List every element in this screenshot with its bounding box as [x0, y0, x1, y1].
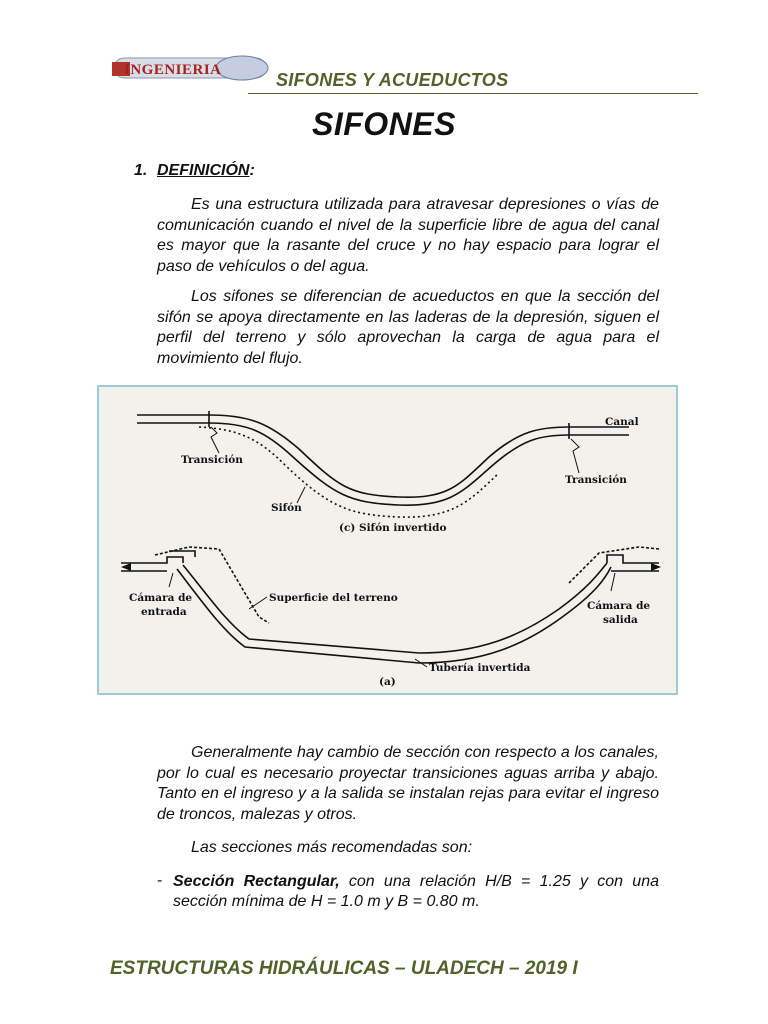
- section-number: 1.: [134, 162, 148, 179]
- bullet-rectangular-title: Sección Rectangular,: [173, 873, 340, 890]
- page-title: SIFONES: [312, 106, 456, 142]
- footer: ESTRUCTURAS HIDRÁULICAS – ULADECH – 2019 I: [110, 958, 578, 979]
- fig-label-camara-entrada-1: Cámara de: [129, 592, 193, 604]
- fig-label-canal: Canal: [605, 416, 639, 428]
- logo: [112, 52, 270, 86]
- fig-label-transicion-right: Transición: [565, 474, 627, 486]
- fig-caption-c: (c) Sifón invertido: [339, 522, 447, 534]
- fig-label-camara-entrada-2: entrada: [141, 606, 187, 618]
- paragraph-definition: Es una estructura utilizada para atravesar depresiones o vías de comunicación cuando el nivel de la superficie libre de agua del canal es mayor que la rasante del cruce y no hay espacio para lograr el paso de vehículos o del agua.: [157, 196, 659, 275]
- fig-label-sifon: Sifón: [271, 502, 302, 514]
- header-title: SIFONES Y ACUEDUCTOS: [276, 70, 509, 90]
- logo-text: INGENIERIA: [124, 62, 222, 78]
- section-heading-text: DEFINICIÓN: [157, 162, 250, 179]
- fig-caption-a: (a): [379, 676, 396, 688]
- paragraph-sections-intro: Las secciones más recomendadas son:: [191, 839, 473, 856]
- fig-label-superficie: Superficie del terreno: [269, 592, 398, 604]
- fig-label-tuberia: Tubería invertida: [429, 662, 531, 674]
- bullet-rectangular: [173, 872, 659, 912]
- bullet-dash: -: [157, 872, 163, 889]
- fig-label-camara-salida-1: Cámara de: [587, 600, 651, 612]
- paragraph-transitions: Generalmente hay cambio de sección con respecto a los canales, por lo cual es necesario proyectar transiciones aguas arriba y abajo. Tanto en el ingreso y a la salida se instalan rejas para evitar el ingreso de troncos, malezas y otros.: [157, 744, 659, 823]
- fig-label-transicion-left: Transición: [181, 454, 243, 466]
- header-rule: [248, 93, 698, 94]
- siphon-figure: [97, 385, 678, 695]
- paragraph-difference: Los sifones se diferencian de acueductos en que la sección del sifón se apoya directamente en las laderas de la depresión, siguen el perfil del terreno y sólo aprovechan la carga de agua para el movimiento del flujo.: [157, 288, 659, 367]
- fig-label-camara-salida-2: salida: [603, 614, 638, 626]
- section-heading: [157, 162, 255, 180]
- section-heading-suffix: :: [249, 162, 255, 179]
- bullet-rectangular-text: con una relación H/B = 1.25 y con una sección mínima de H = 1.0 m y B = 0.80 m.: [173, 873, 659, 910]
